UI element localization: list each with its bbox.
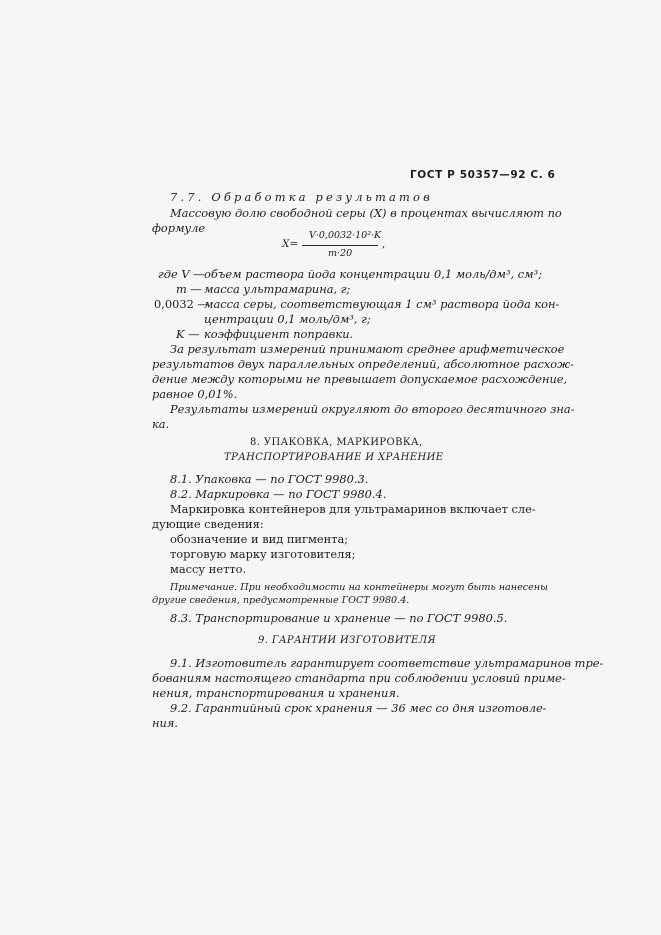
page-header: ГОСТ Р 50357—92 С. 6 [410, 169, 556, 181]
paragraph-line: Результаты измерений округляют до второго десятичного зна- [170, 402, 575, 416]
paragraph-line: формуле [152, 221, 206, 235]
paragraph-line: 9.2. Гарантийный срок хранения — 36 мес со дня изготовле- [170, 701, 547, 715]
paragraph-line: дующие сведения: [152, 517, 264, 531]
note-line: Примечание. При необходимости на контейнеры могут быть нанесены [170, 582, 548, 593]
paragraph-line: результатов двух параллельных определений, абсолютное расхож- [152, 357, 574, 371]
definition-k-symbol: K — [176, 327, 200, 341]
paragraph-line: бованиям настоящего стандарта при соблюдении условий приме- [152, 671, 566, 685]
paragraph-line: 8.2. Маркировка — по ГОСТ 9980.4. [170, 487, 387, 501]
paragraph-line: За результат измерений принимают среднее арифметическое [170, 342, 565, 356]
definition-v-symbol: где V — [158, 267, 205, 281]
definition-m-text: масса ультрамарина, г; [204, 282, 351, 296]
section-8-title: 8. УПАКОВКА, МАРКИРОВКА, [250, 437, 423, 448]
section-9-title: 9. ГАРАНТИИ ИЗГОТОВИТЕЛЯ [258, 635, 436, 646]
note-line: другие сведения, предусмотренные ГОСТ 9980.4. [152, 595, 410, 606]
definition-v-text: объем раствора йода концентрации 0,1 моль/дм³, см³; [204, 267, 542, 281]
list-item: торговую марку изготовителя; [170, 547, 356, 561]
section-7-7-title-text: 7.7. Обработка результатов [170, 190, 433, 204]
paragraph-line: равное 0,01%. [152, 387, 238, 401]
definition-k-text: коэффициент поправки. [204, 327, 354, 341]
definition-coef-text-2: центрации 0,1 моль/дм³, г; [204, 312, 371, 326]
paragraph-line: нения, транспортирования и хранения. [152, 686, 400, 700]
formula-tail: , [382, 238, 386, 250]
paragraph-line: Массовую долю свободной серы (X) в процентах вычисляют по [170, 206, 562, 220]
paragraph-line: 8.1. Упаковка — по ГОСТ 9980.3. [170, 472, 369, 486]
formula-denominator: m·20 [328, 248, 353, 259]
definition-coef-text: масса серы, соответствующая 1 см³ раствора йода кон- [204, 297, 560, 311]
definition-m-symbol: m — [176, 282, 202, 296]
section-7-7-title [170, 190, 433, 204]
fraction-bar [302, 245, 378, 246]
formula [282, 230, 402, 264]
paragraph-line: ка. [152, 417, 170, 431]
formula-numerator: V·0,0032·10²·K [309, 230, 382, 241]
section-8-subtitle: ТРАНСПОРТИРОВАНИЕ И ХРАНЕНИЕ [224, 452, 444, 463]
paragraph-line: дение между которыми не превышает допускаемое расхождение, [152, 372, 568, 386]
paragraph-line: 9.1. Изготовитель гарантирует соответствие ультрамаринов тре- [170, 656, 604, 670]
paragraph-line: Маркировка контейнеров для ультрамаринов включает сле- [170, 502, 536, 516]
formula-lhs: X= [282, 238, 299, 250]
definition-coef-symbol: 0,0032 — [154, 297, 209, 311]
list-item: массу нетто. [170, 562, 247, 576]
paragraph-line: 8.3. Транспортирование и хранение — по ГОСТ 9980.5. [170, 611, 508, 625]
list-item: обозначение и вид пигмента; [170, 532, 349, 546]
paragraph-line: ния. [152, 716, 179, 730]
